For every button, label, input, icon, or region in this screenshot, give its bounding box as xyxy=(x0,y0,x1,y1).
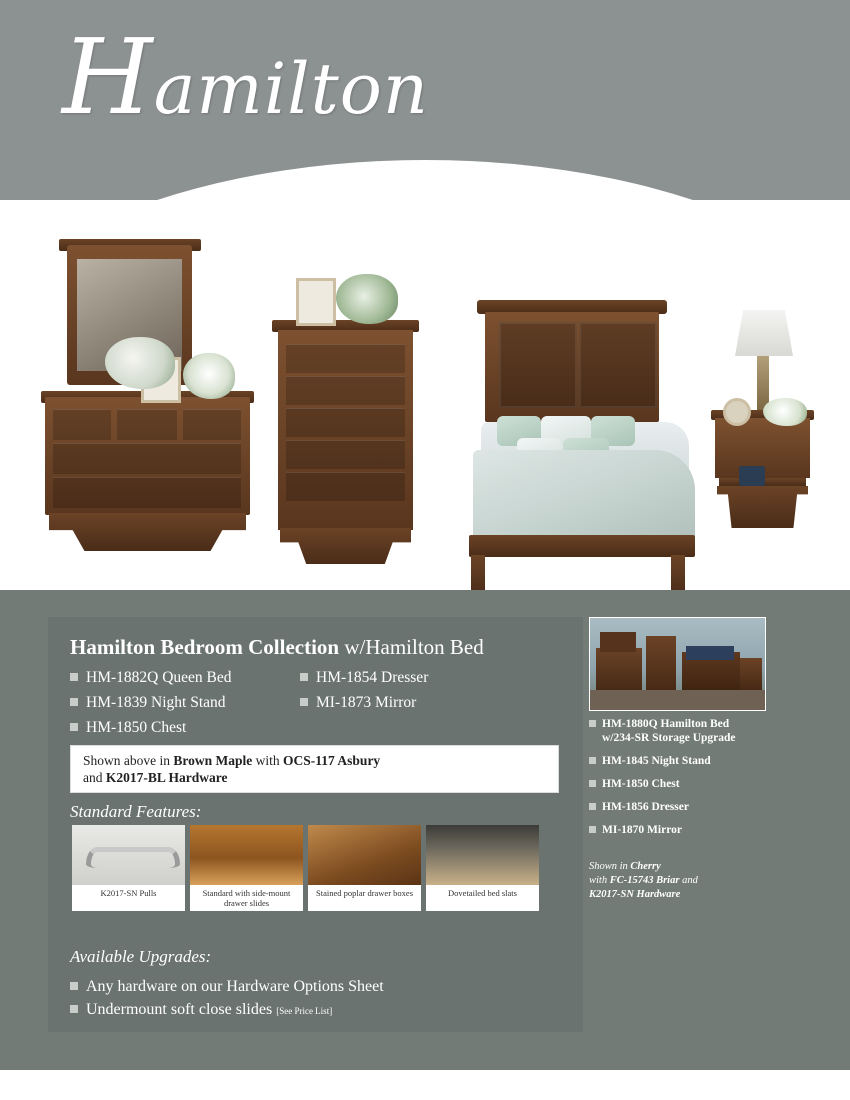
collection-panel xyxy=(48,617,583,1032)
alternate-bedroom-photo xyxy=(589,617,766,711)
sku-label: HM-1850 Chest xyxy=(86,719,187,736)
info-panel xyxy=(0,590,850,1070)
shown-hardware: K2017-BL Hardware xyxy=(105,770,228,785)
upgrades-list xyxy=(70,975,384,1023)
list-item xyxy=(589,717,789,745)
shown-prefix: Shown above in xyxy=(83,753,174,768)
collection-title-light: w/Hamilton Bed xyxy=(344,635,484,659)
drawer-slide-icon xyxy=(190,825,303,885)
feature-caption: K2017-SN Pulls xyxy=(100,888,157,898)
hero-photo xyxy=(0,200,850,590)
sku-label: MI-1870 Mirror xyxy=(602,824,682,836)
sku-sub-label: w/234-SR Storage Upgrade xyxy=(602,732,736,744)
list-item xyxy=(589,800,789,814)
alternate-shown-note xyxy=(589,860,698,902)
note-wood: Cherry xyxy=(630,861,661,872)
sku-label: HM-1845 Night Stand xyxy=(602,755,711,767)
shown-mid: with xyxy=(252,753,284,768)
note-with: with xyxy=(589,875,610,886)
note-and: and xyxy=(679,875,698,886)
upgrade-label: Undermount soft close slides xyxy=(86,1001,277,1018)
bullet-icon xyxy=(300,673,308,681)
plant-decor xyxy=(336,274,398,324)
list-item xyxy=(589,823,789,837)
page-number: 74 xyxy=(14,1073,26,1087)
drawer-pull-icon xyxy=(72,825,185,885)
collection-title-bold: Hamilton Bedroom Collection xyxy=(70,635,345,659)
bed-slat-icon xyxy=(426,825,539,885)
bullet-icon xyxy=(70,673,78,681)
sku-label: HM-1880Q Hamilton Bed xyxy=(602,718,730,730)
bullet-icon xyxy=(589,826,596,833)
bullet-icon xyxy=(70,698,78,706)
feature-caption: Standard with side-mount drawer slides xyxy=(202,888,291,908)
list-item xyxy=(70,690,232,715)
flower-arrangement-decor-2 xyxy=(183,353,235,399)
feature-card xyxy=(426,825,539,911)
chest-figure xyxy=(278,320,413,570)
bullet-icon xyxy=(70,723,78,731)
list-item xyxy=(70,665,232,690)
sku-label: HM-1854 Dresser xyxy=(316,669,429,686)
clock-decor xyxy=(723,398,751,426)
dresser-with-mirror-figure xyxy=(45,245,255,555)
sku-list-left xyxy=(70,665,232,740)
picture-frame-decor-3 xyxy=(296,278,336,326)
list-item xyxy=(70,998,384,1023)
feature-card xyxy=(72,825,185,911)
page-title-rest: amilton xyxy=(153,48,429,130)
alternate-collection-panel xyxy=(583,617,793,1032)
box-decor xyxy=(739,466,765,486)
bullet-icon xyxy=(300,698,308,706)
shown-above-callout xyxy=(70,745,559,793)
shown-finish: OCS-117 Asbury xyxy=(283,753,381,768)
night-stand-figure xyxy=(715,410,810,615)
available-upgrades-title: Available Upgrades: xyxy=(70,947,212,966)
feature-card xyxy=(308,825,421,911)
header-band xyxy=(0,0,850,222)
alternate-sku-list xyxy=(589,717,789,846)
shown-wood: Brown Maple xyxy=(173,753,253,768)
note-prefix: Shown in xyxy=(589,861,631,872)
note-finish: FC-15743 Briar xyxy=(609,875,680,886)
bullet-icon xyxy=(589,720,596,727)
bed-figure xyxy=(455,300,710,620)
list-item xyxy=(300,690,428,715)
sku-label: HM-1882Q Queen Bed xyxy=(86,669,232,686)
list-item xyxy=(300,665,428,690)
sku-label: MI-1873 Mirror xyxy=(316,694,417,711)
list-item xyxy=(589,777,789,791)
feature-caption: Stained poplar drawer boxes xyxy=(315,888,413,898)
upgrade-label: Any hardware on our Hardware Options Sheet xyxy=(86,978,384,995)
bullet-icon xyxy=(589,757,596,764)
bullet-icon xyxy=(589,780,596,787)
standard-features-row xyxy=(72,825,544,911)
note-hardware: K2017-SN Hardware xyxy=(589,889,681,900)
bullet-icon xyxy=(70,982,78,990)
page-title xyxy=(62,16,429,138)
list-item xyxy=(70,715,232,740)
collection-title xyxy=(70,635,484,660)
sku-list-right xyxy=(300,665,428,715)
list-item xyxy=(589,754,789,768)
drawer-box-icon xyxy=(308,825,421,885)
feature-caption: Dovetailed bed slats xyxy=(448,888,517,898)
lamp-shade-decor xyxy=(735,310,793,356)
sku-label: HM-1856 Dresser xyxy=(602,801,689,813)
bullet-icon xyxy=(70,1005,78,1013)
feature-card xyxy=(190,825,303,911)
orchid-decor xyxy=(763,398,807,426)
shown-and: and xyxy=(83,770,106,785)
standard-features-title: Standard Features: xyxy=(70,802,202,821)
bullet-icon xyxy=(589,803,596,810)
upgrade-note: [See Price List] xyxy=(276,1006,333,1016)
sku-label: HM-1850 Chest xyxy=(602,778,680,790)
sku-label: HM-1839 Night Stand xyxy=(86,694,226,711)
flower-arrangement-decor xyxy=(105,337,175,389)
page-title-initial: H xyxy=(62,16,154,138)
list-item xyxy=(70,975,384,998)
